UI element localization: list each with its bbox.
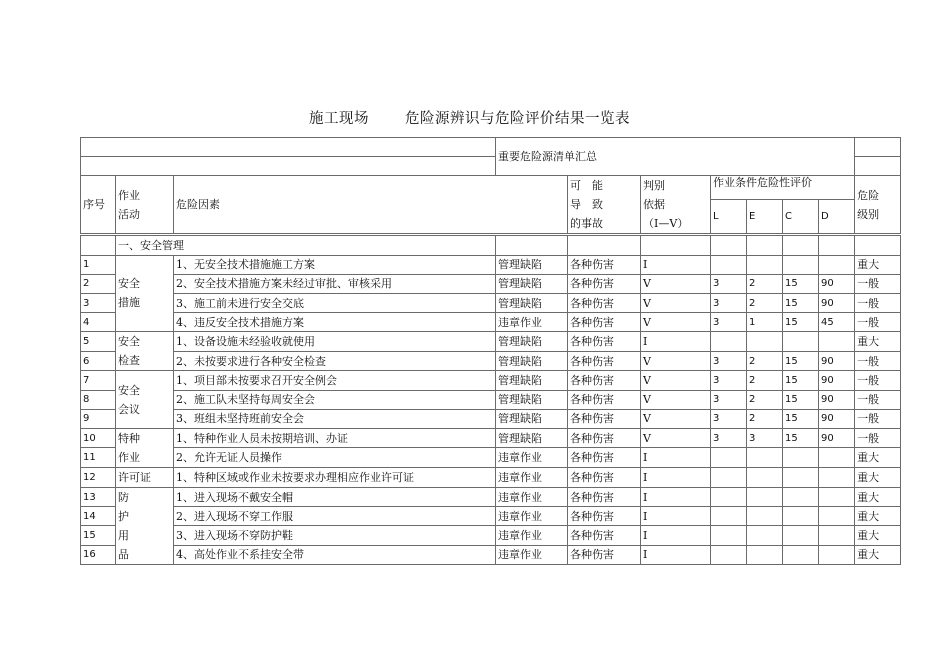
score-C [783, 448, 819, 468]
section-title: 一、安全管理 [116, 235, 496, 255]
possible-accident: 各种伤害 [568, 526, 641, 545]
possible-accident: 各种伤害 [568, 448, 641, 468]
row-number: 2 [81, 274, 116, 293]
hazard-cause: 管理缺陷 [496, 255, 568, 274]
header-C: C [783, 199, 819, 235]
judgement-basis: I [641, 487, 711, 506]
blank-cell [855, 138, 901, 157]
hazard-cause: 违章作业 [496, 507, 568, 526]
blank-cell [855, 157, 901, 176]
hazard-cause: 违章作业 [496, 448, 568, 468]
blank-cell [496, 235, 568, 255]
score-C: 15 [783, 313, 819, 332]
hazard-factor: 3、施工前未进行安全交底 [174, 293, 496, 312]
score-D [819, 545, 855, 564]
hazard-factor: 2、允许无证人员操作 [174, 448, 496, 468]
activity-label: 安全 检查 [118, 335, 140, 368]
hazard-factor: 4、违反安全技术措施方案 [174, 313, 496, 332]
score-L: 3 [711, 371, 747, 390]
score-D: 90 [819, 390, 855, 409]
row-number: 12 [81, 467, 116, 487]
judgement-basis: V [641, 409, 711, 428]
hazard-factor: 2、安全技术措施方案未经过审批、审核采用 [174, 274, 496, 293]
possible-accident: 各种伤害 [568, 409, 641, 428]
score-E: 2 [747, 351, 783, 371]
risk-level: 重大 [855, 255, 901, 274]
row-number: 7 [81, 371, 116, 390]
blank-cell [855, 235, 901, 255]
table-row [81, 293, 901, 312]
table-row [81, 371, 901, 390]
judgement-basis: V [641, 313, 711, 332]
hazard-table [80, 137, 901, 565]
score-C [783, 255, 819, 274]
score-L [711, 255, 747, 274]
header-activity [116, 176, 174, 235]
possible-accident: 各种伤害 [568, 332, 641, 352]
score-E [747, 507, 783, 526]
hazard-factor: 2、施工队未坚持每周安全会 [174, 390, 496, 409]
judgement-basis: I [641, 545, 711, 564]
score-L [711, 448, 747, 468]
score-C [783, 526, 819, 545]
hazard-cause: 违章作业 [496, 545, 568, 564]
hazard-cause: 管理缺陷 [496, 371, 568, 390]
score-L: 3 [711, 274, 747, 293]
row-number: 11 [81, 448, 116, 468]
header-basis-text: 判别 依据 （I—V） [643, 179, 689, 231]
score-E: 2 [747, 390, 783, 409]
score-C [783, 467, 819, 487]
possible-accident: 各种伤害 [568, 390, 641, 409]
judgement-basis: V [641, 274, 711, 293]
risk-level: 重大 [855, 526, 901, 545]
activity-group [116, 255, 174, 332]
judgement-basis: I [641, 507, 711, 526]
possible-accident: 各种伤害 [568, 274, 641, 293]
risk-level: 一般 [855, 351, 901, 371]
row-number: 15 [81, 526, 116, 545]
header-level [855, 176, 901, 235]
table-row [81, 274, 901, 293]
row-number: 14 [81, 507, 116, 526]
score-D [819, 467, 855, 487]
score-C: 15 [783, 293, 819, 312]
possible-accident: 各种伤害 [568, 313, 641, 332]
hazard-cause: 管理缺陷 [496, 390, 568, 409]
judgement-basis: V [641, 390, 711, 409]
blank-cell [81, 138, 496, 157]
table-row [81, 545, 901, 564]
header-accident [568, 176, 641, 235]
hazard-factor: 3、进入现场不穿防护鞋 [174, 526, 496, 545]
score-D: 90 [819, 274, 855, 293]
row-number: 5 [81, 332, 116, 352]
score-C: 15 [783, 390, 819, 409]
blank-cell [783, 235, 819, 255]
hazard-factor: 1、项目部未按要求召开安全例会 [174, 371, 496, 390]
hazard-factor: 2、进入现场不穿工作服 [174, 507, 496, 526]
table-row [81, 526, 901, 545]
table-row [81, 507, 901, 526]
score-L [711, 526, 747, 545]
row-number: 8 [81, 390, 116, 409]
score-C: 15 [783, 371, 819, 390]
possible-accident: 各种伤害 [568, 255, 641, 274]
activity-group [116, 487, 174, 564]
score-D: 45 [819, 313, 855, 332]
title-part2: 危险源辨识与危险评价结果一览表 [405, 111, 630, 127]
risk-level: 重大 [855, 448, 901, 468]
score-D [819, 487, 855, 506]
score-E: 2 [747, 409, 783, 428]
hazard-cause: 管理缺陷 [496, 293, 568, 312]
score-C [783, 545, 819, 564]
hazard-factor: 3、班组未坚持班前安全会 [174, 409, 496, 428]
activity-label: 特种 作业 [118, 431, 140, 464]
score-C: 15 [783, 351, 819, 371]
score-D [819, 332, 855, 352]
risk-level: 重大 [855, 467, 901, 487]
row-number: 13 [81, 487, 116, 506]
activity-label: 安全 会议 [118, 383, 140, 416]
score-E: 1 [747, 313, 783, 332]
title-part1: 施工现场 [309, 111, 369, 127]
judgement-basis: I [641, 467, 711, 487]
hazard-factor: 1、无安全技术措施施工方案 [174, 255, 496, 274]
hazard-cause: 违章作业 [496, 526, 568, 545]
score-D [819, 255, 855, 274]
row-number: 10 [81, 428, 116, 448]
score-L: 3 [711, 428, 747, 448]
table-row [81, 448, 901, 468]
score-D: 90 [819, 351, 855, 371]
score-C [783, 332, 819, 352]
risk-level: 重大 [855, 507, 901, 526]
score-C: 15 [783, 428, 819, 448]
score-D: 90 [819, 409, 855, 428]
score-L: 3 [711, 351, 747, 371]
risk-level: 一般 [855, 371, 901, 390]
risk-level: 一般 [855, 390, 901, 409]
hazard-factor: 1、特种区域或作业未按要求办理相应作业许可证 [174, 467, 496, 487]
hazard-cause: 管理缺陷 [496, 428, 568, 448]
score-E: 2 [747, 371, 783, 390]
score-E [747, 255, 783, 274]
blank-cell [81, 235, 116, 255]
blank-cell [81, 157, 496, 176]
score-L: 3 [711, 409, 747, 428]
score-D: 90 [819, 428, 855, 448]
activity-group [116, 371, 174, 429]
score-E [747, 487, 783, 506]
risk-level: 一般 [855, 274, 901, 293]
hazard-factor: 1、进入现场不戴安全帽 [174, 487, 496, 506]
judgement-basis: V [641, 428, 711, 448]
activity-label: 许可证 [118, 470, 151, 484]
score-E: 2 [747, 293, 783, 312]
score-C: 15 [783, 274, 819, 293]
activity-label: 防 护 用 品 [118, 490, 129, 561]
judgement-basis: I [641, 255, 711, 274]
blank-cell [568, 235, 641, 255]
judgement-basis: I [641, 448, 711, 468]
row-number: 1 [81, 255, 116, 274]
blank-cell [747, 235, 783, 255]
header-E: E [747, 199, 783, 235]
header-activity-text: 作业 活动 [118, 188, 140, 221]
possible-accident: 各种伤害 [568, 371, 641, 390]
table-row [81, 409, 901, 428]
risk-level: 一般 [855, 409, 901, 428]
hazard-cause: 管理缺陷 [496, 351, 568, 371]
header-D: D [819, 199, 855, 235]
table-row [81, 313, 901, 332]
score-L [711, 332, 747, 352]
row-number: 3 [81, 293, 116, 312]
activity-group [116, 467, 174, 487]
risk-level: 一般 [855, 293, 901, 312]
blank-cell [819, 235, 855, 255]
header-basis [641, 176, 711, 235]
possible-accident: 各种伤害 [568, 428, 641, 448]
hazard-factor: 1、特种作业人员未按期培训、办证 [174, 428, 496, 448]
hazard-factor: 4、高处作业不系挂安全带 [174, 545, 496, 564]
score-E [747, 332, 783, 352]
row-number: 16 [81, 545, 116, 564]
hazard-factor: 1、设备设施未经验收就使用 [174, 332, 496, 352]
score-D [819, 507, 855, 526]
risk-level: 重大 [855, 332, 901, 352]
hazard-cause: 违章作业 [496, 487, 568, 506]
score-E [747, 467, 783, 487]
row-number: 6 [81, 351, 116, 371]
possible-accident: 各种伤害 [568, 293, 641, 312]
score-L [711, 545, 747, 564]
blank-cell [641, 235, 711, 255]
header-level-text: 危险 级别 [857, 188, 880, 221]
header-no: 序号 [81, 176, 116, 235]
row-number: 9 [81, 409, 116, 428]
score-L [711, 467, 747, 487]
possible-accident: 各种伤害 [568, 351, 641, 371]
possible-accident: 各种伤害 [568, 467, 641, 487]
risk-level: 重大 [855, 487, 901, 506]
hazard-factor: 2、未按要求进行各种安全检查 [174, 351, 496, 371]
activity-group [116, 332, 174, 371]
score-L [711, 487, 747, 506]
score-L [711, 507, 747, 526]
score-E [747, 545, 783, 564]
score-D: 90 [819, 293, 855, 312]
score-D [819, 448, 855, 468]
table-row [81, 255, 901, 274]
score-C [783, 487, 819, 506]
table-row [81, 487, 901, 506]
hazard-cause: 管理缺陷 [496, 409, 568, 428]
possible-accident: 各种伤害 [568, 545, 641, 564]
score-L: 3 [711, 293, 747, 312]
header-eval-group: 作业条件危险性评价 [711, 176, 855, 199]
hazard-cause: 管理缺陷 [496, 274, 568, 293]
row-number: 4 [81, 313, 116, 332]
hazard-cause: 违章作业 [496, 467, 568, 487]
table-row [81, 390, 901, 409]
judgement-basis: I [641, 526, 711, 545]
header-accident-text: 可 能 导 致 的事故 [570, 179, 604, 231]
hazard-cause: 违章作业 [496, 313, 568, 332]
score-E: 2 [747, 274, 783, 293]
activity-label: 安全 措施 [118, 277, 140, 310]
summary-label: 重要危险源清单汇总 [496, 138, 855, 176]
table-row [81, 332, 901, 352]
judgement-basis: V [641, 371, 711, 390]
risk-level: 一般 [855, 428, 901, 448]
score-E [747, 526, 783, 545]
table-row [81, 467, 901, 487]
hazard-cause: 管理缺陷 [496, 332, 568, 352]
judgement-basis: V [641, 293, 711, 312]
judgement-basis: V [641, 351, 711, 371]
score-L: 3 [711, 313, 747, 332]
activity-group [116, 428, 174, 467]
score-C [783, 507, 819, 526]
possible-accident: 各种伤害 [568, 507, 641, 526]
judgement-basis: I [641, 332, 711, 352]
risk-level: 重大 [855, 545, 901, 564]
table-row [81, 428, 901, 448]
possible-accident: 各种伤害 [568, 487, 641, 506]
score-D [819, 526, 855, 545]
blank-cell [711, 235, 747, 255]
score-E: 3 [747, 428, 783, 448]
table-row [81, 351, 901, 371]
score-L: 3 [711, 390, 747, 409]
score-D: 90 [819, 371, 855, 390]
score-E [747, 448, 783, 468]
risk-level: 一般 [855, 313, 901, 332]
header-hazard: 危险因素 [174, 176, 568, 235]
score-C: 15 [783, 409, 819, 428]
header-L: L [711, 199, 747, 235]
